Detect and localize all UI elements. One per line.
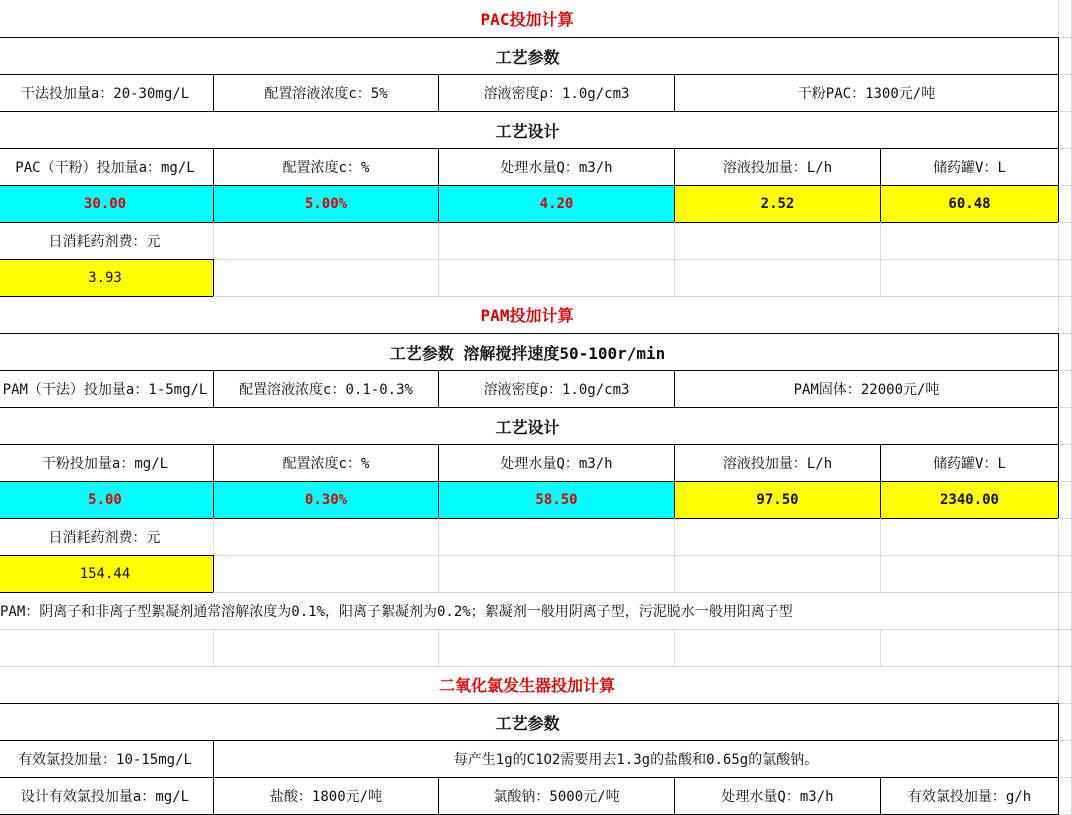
pam-conc-value[interactable]: 0.30% (213, 481, 439, 519)
pac-conc-value[interactable]: 5.00% (213, 185, 439, 223)
pac-tank-label[interactable]: 储药罐V：L (880, 148, 1059, 186)
empty-cell[interactable] (1058, 370, 1072, 408)
pam-flow-label[interactable]: 处理水量Q：m3/h (438, 444, 675, 482)
pam-tank-label[interactable]: 储药罐V：L (880, 444, 1059, 482)
empty-cell[interactable] (880, 518, 1059, 556)
empty-cell[interactable] (1058, 481, 1072, 519)
empty-cell[interactable] (880, 259, 1059, 297)
empty-cell[interactable] (438, 518, 675, 556)
pam-solution-value[interactable]: 97.50 (674, 481, 881, 519)
empty-cell[interactable] (438, 629, 675, 667)
empty-cell[interactable] (213, 259, 439, 297)
pac-param-concentration[interactable]: 配置溶液浓度c：5% (213, 74, 439, 112)
clo2-flow-label[interactable]: 处理水量Q：m3/h (674, 777, 881, 815)
empty-cell[interactable] (1058, 111, 1072, 149)
pac-solution-value[interactable]: 2.52 (674, 185, 881, 223)
pam-tank-value[interactable]: 2340.00 (880, 481, 1059, 519)
empty-cell[interactable] (213, 555, 439, 593)
empty-cell[interactable] (674, 518, 881, 556)
empty-cell[interactable] (1058, 703, 1072, 741)
empty-cell[interactable] (213, 518, 439, 556)
pac-dose-label[interactable]: PAC（干粉）投加量a：mg/L (0, 148, 214, 186)
pac-tank-value[interactable]: 60.48 (880, 185, 1059, 223)
pam-params-header[interactable]: 工艺参数 溶解搅拌速度50-100r/min (0, 333, 1059, 371)
empty-cell[interactable] (1058, 555, 1072, 593)
empty-cell[interactable] (213, 222, 439, 260)
pam-param-density[interactable]: 溶液密度ρ：1.0g/cm3 (438, 370, 675, 408)
empty-cell[interactable] (1058, 777, 1072, 815)
empty-cell[interactable] (1058, 592, 1072, 630)
pac-flow-value[interactable]: 4.20 (438, 185, 675, 223)
empty-cell[interactable] (1058, 518, 1072, 556)
pac-daily-cost-label[interactable]: 日消耗药剂费：元 (0, 222, 214, 260)
pac-param-price[interactable]: 干粉PAC：1300元/吨 (674, 74, 1059, 112)
clo2-params-header[interactable]: 工艺参数 (0, 703, 1059, 741)
empty-cell[interactable] (674, 259, 881, 297)
empty-cell[interactable] (213, 629, 439, 667)
empty-cell[interactable] (1058, 148, 1072, 186)
empty-cell[interactable] (438, 555, 675, 593)
empty-cell[interactable] (1058, 629, 1072, 667)
clo2-title[interactable]: 二氧化氯发生器投加计算 (0, 666, 1059, 704)
pam-param-concentration[interactable]: 配置溶液浓度c：0.1-0.3% (213, 370, 439, 408)
empty-cell[interactable] (1058, 444, 1072, 482)
empty-cell[interactable] (674, 222, 881, 260)
pac-param-dose[interactable]: 干法投加量a：20-30mg/L (0, 74, 214, 112)
clo2-chlorine-label[interactable]: 有效氯投加量：g/h (880, 777, 1059, 815)
pac-conc-label[interactable]: 配置浓度c：% (213, 148, 439, 186)
empty-cell[interactable] (1058, 407, 1072, 445)
pam-title[interactable]: PAM投加计算 (0, 296, 1059, 334)
pam-daily-cost-label[interactable]: 日消耗药剂费：元 (0, 518, 214, 556)
empty-cell[interactable] (1058, 666, 1072, 704)
pam-param-price[interactable]: PAM固体：22000元/吨 (674, 370, 1059, 408)
clo2-naclo3-price[interactable]: 氯酸钠：5000元/吨 (438, 777, 675, 815)
empty-cell[interactable] (438, 259, 675, 297)
pam-dose-value[interactable]: 5.00 (0, 481, 214, 519)
empty-cell[interactable] (1058, 740, 1072, 778)
pac-solution-label[interactable]: 溶液投加量：L/h (674, 148, 881, 186)
empty-cell[interactable] (674, 555, 881, 593)
pac-daily-cost-value[interactable]: 3.93 (0, 259, 214, 297)
empty-cell[interactable] (0, 629, 214, 667)
pam-daily-cost-value[interactable]: 154.44 (0, 555, 214, 593)
pam-dose-label[interactable]: 干粉投加量a：mg/L (0, 444, 214, 482)
pam-note[interactable]: PAM：阴离子和非离子型絮凝剂通常溶解浓度为0.1%，阳离子絮凝剂为0.2%；絮凝剂一般用阴离子型，污泥脱水一般用阳离子型 (0, 592, 1059, 630)
empty-cell[interactable] (880, 629, 1059, 667)
empty-cell[interactable] (1058, 0, 1072, 38)
clo2-design-dose-label[interactable]: 设计有效氯投加量a：mg/L (0, 777, 214, 815)
pam-solution-label[interactable]: 溶液投加量：L/h (674, 444, 881, 482)
empty-cell[interactable] (1058, 333, 1072, 371)
clo2-param-note[interactable]: 每产生1g的C1O2需要用去1.3g的盐酸和0.65g的氯酸钠。 (213, 740, 1059, 778)
pam-flow-value[interactable]: 58.50 (438, 481, 675, 519)
pac-params-header[interactable]: 工艺参数 (0, 37, 1059, 75)
pam-design-header[interactable]: 工艺设计 (0, 407, 1059, 445)
pac-dose-value[interactable]: 30.00 (0, 185, 214, 223)
empty-cell[interactable] (438, 222, 675, 260)
empty-cell[interactable] (1058, 259, 1072, 297)
empty-cell[interactable] (674, 629, 881, 667)
empty-cell[interactable] (1058, 222, 1072, 260)
empty-cell[interactable] (880, 555, 1059, 593)
pac-param-density[interactable]: 溶液密度ρ：1.0g/cm3 (438, 74, 675, 112)
pam-param-dose[interactable]: PAM（干法）投加量a：1-5mg/L (0, 370, 214, 408)
empty-cell[interactable] (1058, 296, 1072, 334)
clo2-param-dose[interactable]: 有效氯投加量：10-15mg/L (0, 740, 214, 778)
empty-cell[interactable] (880, 222, 1059, 260)
empty-cell[interactable] (1058, 37, 1072, 75)
empty-cell[interactable] (1058, 185, 1072, 223)
empty-cell[interactable] (1058, 74, 1072, 112)
pac-title[interactable]: PAC投加计算 (0, 0, 1059, 38)
clo2-hcl-price[interactable]: 盐酸：1800元/吨 (213, 777, 439, 815)
pam-conc-label[interactable]: 配置浓度c：% (213, 444, 439, 482)
pac-design-header[interactable]: 工艺设计 (0, 111, 1059, 149)
pac-flow-label[interactable]: 处理水量Q：m3/h (438, 148, 675, 186)
